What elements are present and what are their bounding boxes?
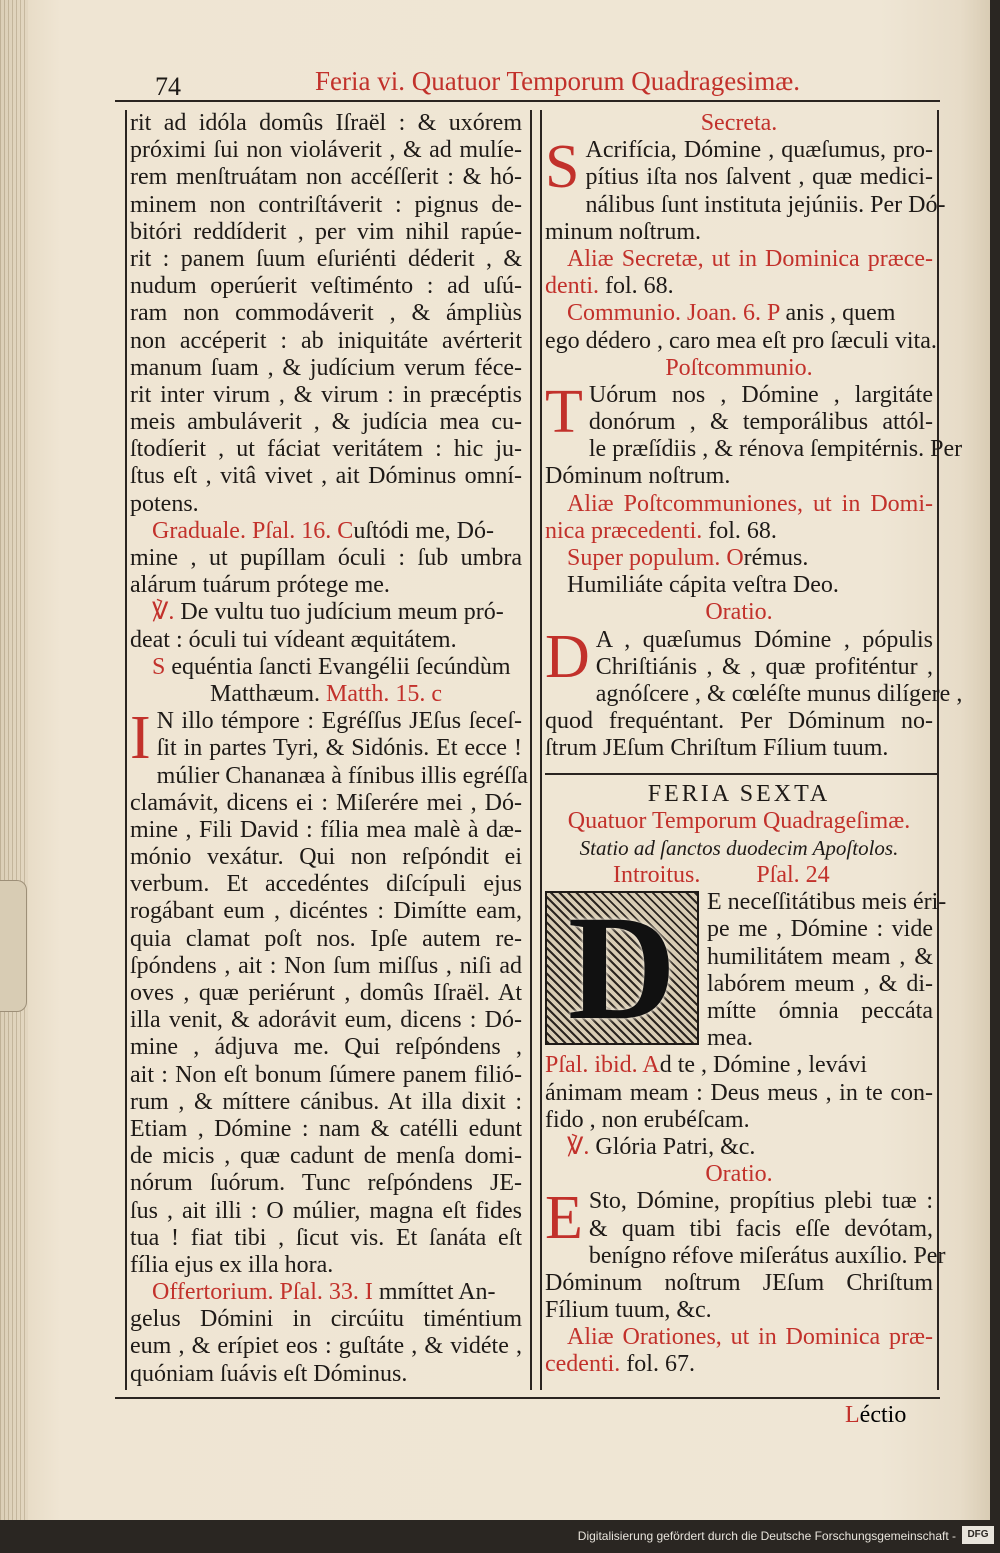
communio-initial: P bbox=[767, 300, 780, 327]
psal-ibid-label: Pſal. ibid. bbox=[545, 1052, 638, 1079]
gloria-text: Glória Patri, &c. bbox=[595, 1133, 756, 1160]
sequence-evangelist: Matthæum. bbox=[210, 680, 321, 707]
text-line: minum noſtrum. bbox=[545, 218, 701, 245]
text-line: Dóminum noſtrum JEſum Chriſtum bbox=[545, 1269, 933, 1296]
text-line: ſtodíerit , ut fáciat veritátem : hic ju- bbox=[130, 436, 522, 463]
text-line: labórem meum , & di- bbox=[707, 970, 933, 997]
text-line: próximi ſui non violáverit , & ad mulíe- bbox=[130, 137, 522, 164]
page-number: 74 bbox=[155, 72, 181, 101]
text-line: Humiliáte cápita veſtra Deo. bbox=[567, 572, 839, 599]
text-line: de micis , quæ cadunt de menſa domi- bbox=[130, 1143, 522, 1170]
center-column-rule-2 bbox=[540, 110, 542, 1390]
text-line: deat : óculi tui vídeant æquitátem. bbox=[130, 626, 457, 653]
graduale-heading bbox=[130, 518, 522, 545]
offertorium-heading bbox=[130, 1279, 522, 1306]
text-line: ánimam meam : Deus meus , in te con- bbox=[545, 1079, 933, 1106]
text-line: mine , ádjuva me. Qui reſpóndens , bbox=[130, 1034, 522, 1061]
text-line: ſit in partes Tyri, & Sidónis. Et ecce ! bbox=[156, 735, 522, 762]
super-populum-text: rémus. bbox=[743, 545, 809, 571]
gloria-line bbox=[545, 1134, 933, 1161]
offertorium-label: Offertorium. Pſal. 33. bbox=[152, 1279, 359, 1306]
sequence-text: equéntia ſancti Evangélii ſecúndùm bbox=[171, 653, 511, 680]
right-column-rule bbox=[937, 110, 939, 1390]
text-line: quia clamat poſt nos. Ipſe autem re- bbox=[130, 925, 522, 952]
book-clasp bbox=[0, 880, 27, 1012]
text-line: Fílium tuum, &c. bbox=[545, 1297, 712, 1324]
postcommunio-heading: Poſtcommunio. bbox=[665, 354, 813, 381]
sequence-heading-2 bbox=[130, 681, 522, 708]
text-line: mine , Fili David : fília mea malè à dæ- bbox=[130, 816, 522, 843]
text-line: potens. bbox=[130, 490, 199, 517]
rubric-text: cedenti. bbox=[545, 1351, 621, 1378]
versicle-line bbox=[130, 599, 522, 626]
text-line: Dóminum noſtrum. bbox=[545, 463, 731, 490]
text-line: illa venit, & adorávit eum, dicens : Dó- bbox=[130, 1007, 522, 1034]
super-populum-label: Super populum. bbox=[567, 545, 721, 571]
text-line: N illo témpore : Egréſſus JEſus ſeceſ- bbox=[156, 708, 522, 735]
text-line: mea. bbox=[707, 1025, 753, 1052]
super-populum-heading bbox=[545, 545, 933, 572]
sequence-initial: S bbox=[152, 653, 166, 680]
text-line: rogábant eum , dicéntes : Dimítte eam, bbox=[130, 898, 522, 925]
decorated-initial-letter: D bbox=[567, 885, 677, 1052]
oratio-drop-initial-2: E bbox=[545, 1184, 583, 1253]
page-header bbox=[115, 58, 945, 101]
secreta-block bbox=[545, 133, 946, 246]
text-line: mine , ut pupíllam óculi : ſub umbra bbox=[130, 545, 522, 571]
text-line: alárum tuárum prótege me. bbox=[130, 572, 390, 599]
feria-title: FERIA SEXTA bbox=[647, 780, 831, 807]
text-line: donórum , & temporálibus attól- bbox=[588, 409, 933, 436]
feria-subtitle: Quatuor Temporum Quadrageſimæ. bbox=[567, 807, 911, 834]
text-line: verbum. Et accedéntes diſcípuli ejus bbox=[130, 871, 522, 898]
text-line: manum ſuam , & judícium verum féce- bbox=[130, 354, 522, 381]
text-line: non accéperit : ab iniquitáte avérterit bbox=[130, 327, 522, 354]
graduale-text: uſtódi me, Dó- bbox=[353, 517, 494, 544]
rubric-line-2 bbox=[545, 1351, 933, 1378]
text-line: Chriſtiánis , & , quæ profiténtur , bbox=[595, 653, 933, 680]
text-line: oves , quæ periérunt , domûs Iſraël. At bbox=[130, 980, 522, 1006]
introitus-reference: Pſal. 24 bbox=[756, 862, 830, 889]
text-line: benígno réfove miſerátus auxílio. Per bbox=[588, 1242, 946, 1269]
text-line: nudum operúerit veſtiménto : ad uſú- bbox=[130, 273, 522, 300]
rubric-line-2 bbox=[545, 518, 933, 545]
sequence-heading bbox=[130, 654, 522, 681]
rubric-text: nica præcedenti. bbox=[545, 517, 703, 544]
secreta-heading: Secreta. bbox=[700, 110, 778, 136]
rubric-line-2 bbox=[545, 273, 933, 300]
secreta-drop-initial: S bbox=[545, 133, 580, 202]
left-column-rule bbox=[125, 110, 127, 1390]
text-line: ſus , ait illi : O múlier, magna eſt fides bbox=[130, 1197, 522, 1224]
statio-line: Statio ad ſanctos duodecim Apoſtolos. bbox=[579, 835, 899, 860]
text-line: múlier Chananæa à fínibus illis egréſſa bbox=[156, 762, 528, 789]
text-line: Uórum nos , Dómine , largitáte bbox=[588, 381, 933, 408]
text-line: meis ambuláverit , & judícia mea cu- bbox=[130, 409, 522, 436]
text-line: Etiam , Dómine : nam & catélli edunt bbox=[130, 1115, 522, 1142]
text-line: nórum ſuórum. Tunc reſpóndens JE- bbox=[130, 1170, 522, 1197]
communio-heading bbox=[545, 300, 933, 327]
text-line: bitóri reddíderit , per vim nihil rapúe- bbox=[130, 218, 522, 245]
text-line: agnóſcere , & cœléſte munus dilígere , bbox=[595, 680, 963, 707]
introitus-label: Introitus. bbox=[613, 862, 701, 889]
section-divider-rule bbox=[545, 773, 937, 775]
oratio-block bbox=[545, 622, 963, 763]
folio-reference: fol. 67. bbox=[626, 1351, 695, 1378]
oratio-block-2 bbox=[545, 1184, 946, 1324]
psal-ibid-heading bbox=[545, 1052, 933, 1079]
catchword bbox=[845, 1402, 906, 1429]
text-line: humilitátem meam , & bbox=[707, 943, 933, 970]
text-line: mítte ómnia peccáta bbox=[707, 998, 933, 1024]
text-line: ait : Non eſt bonum ſúmere panem filió- bbox=[130, 1061, 522, 1088]
digitization-footer bbox=[0, 1520, 1000, 1553]
text-line: pítius iſta nos ſalvent , quæ medici- bbox=[585, 164, 933, 191]
graduale-label: Graduale. Pſal. 16. bbox=[152, 517, 332, 544]
text-line: rum , & míttere cánibus. At illa dixit : bbox=[130, 1088, 522, 1115]
text-line: gelus Dómini in circúitu timéntium bbox=[130, 1306, 522, 1333]
text-line: ram non commodáverit , & ámpliùs bbox=[130, 300, 522, 327]
text-line: fília ejus ex illa hora. bbox=[130, 1251, 334, 1278]
psal-ibid-initial: A bbox=[642, 1052, 660, 1079]
rubric-line: Aliæ Orationes, ut in Dominica præ- bbox=[567, 1324, 933, 1351]
page-edges bbox=[0, 0, 28, 1520]
communio-label: Communio. Joan. 6. bbox=[567, 300, 762, 327]
postcommunio-block bbox=[545, 377, 963, 491]
text-line: rit inter virum , & virum : in præcéptis bbox=[130, 381, 522, 408]
running-title: Feria vi. Quatuor Temporum Quadragesimæ. bbox=[315, 66, 801, 96]
oratio-heading-2: Oratio. bbox=[705, 1161, 773, 1188]
text-line: le præſídiis , & rénova ſempitérnis. Per bbox=[588, 436, 963, 463]
psal-ibid-text: d te , Dómine , levávi bbox=[659, 1052, 867, 1079]
text-line: quóniam ſuávis eſt Dóminus. bbox=[130, 1360, 408, 1387]
versicle-text: De vultu tuo judícium meum pró- bbox=[180, 599, 504, 626]
text-line: A , quæſumus Dómine , pópulis bbox=[595, 626, 933, 653]
text-line: rit : panem ſuum eſuriénti déderit , & bbox=[130, 245, 522, 272]
text-line: quod frequéntant. Per Dóminum no- bbox=[545, 708, 933, 735]
versicle-symbol: ℣. bbox=[152, 599, 175, 626]
text-line: fido , non erubéſcam. bbox=[545, 1106, 750, 1133]
text-line: E neceſſitátibus meis éri- bbox=[707, 889, 947, 916]
text-line: & quam tibi facis eſſe devótam, bbox=[588, 1215, 933, 1242]
rubric-text: denti. bbox=[545, 273, 599, 300]
offertorium-initial: I bbox=[364, 1279, 373, 1306]
text-line: nálibus ſunt instituta jejúniis. Per Dó- bbox=[585, 191, 946, 218]
text-line: rem menſtruátam non accéſſerit : & hó- bbox=[130, 164, 522, 191]
gospel-block bbox=[130, 704, 528, 1279]
text-line: Sto, Dómine, propítius plebi tuæ : bbox=[588, 1188, 933, 1215]
catchword-initial: L bbox=[845, 1402, 860, 1428]
text-line: Acrifícia, Dómine , quæſumus, pro- bbox=[585, 137, 933, 164]
text-line: ego dédero , caro mea eſt pro ſæculi vita. bbox=[545, 327, 937, 354]
graduale-initial: C bbox=[337, 517, 354, 544]
folio-reference: fol. 68. bbox=[708, 517, 777, 544]
text-line: ſpóndens , ait : Non ſum miſſus , niſi ad bbox=[130, 952, 522, 979]
versicle-symbol: ℣. bbox=[567, 1133, 590, 1160]
sequence-reference: Matth. 15. c bbox=[326, 680, 442, 707]
offertorium-text: mmíttet An- bbox=[378, 1279, 496, 1306]
communio-text: anis , quem bbox=[785, 300, 896, 327]
rubric-line: Aliæ Secretæ, ut in Dominica præce- bbox=[567, 245, 933, 272]
text-line: clamávit, dicens ei : Miſerére mei , Dó- bbox=[130, 789, 522, 816]
rubric-line: Aliæ Poſtcommuniones, ut in Domi- bbox=[567, 490, 933, 517]
text-line: mónio vexátur. Qui non reſpóndit ei bbox=[130, 844, 522, 871]
postcommunio-drop-initial: T bbox=[545, 377, 583, 446]
catchword-text: éctio bbox=[859, 1402, 907, 1428]
folio-reference: fol. 68. bbox=[605, 273, 674, 300]
text-line: ſtrum JEſum Chriſtum Fílium tuum. bbox=[545, 735, 889, 762]
super-populum-initial: O bbox=[726, 545, 744, 571]
text-line: tua ! fiat tibi , ſicut vis. Et ſanáta eſt bbox=[130, 1224, 522, 1251]
left-column bbox=[130, 110, 528, 1388]
oratio-heading: Oratio. bbox=[705, 599, 773, 626]
decorated-initial-image bbox=[545, 885, 699, 1052]
text-line: ſtus eſt , vitâ vivet , ait Dóminus omní- bbox=[130, 463, 522, 490]
introitus-block bbox=[545, 885, 947, 1052]
center-column-rule bbox=[530, 110, 532, 1390]
right-column bbox=[545, 110, 963, 1379]
dfg-logo: DFG bbox=[962, 1526, 994, 1544]
gospel-drop-initial: I bbox=[130, 704, 151, 773]
oratio-drop-initial: D bbox=[545, 622, 590, 691]
footer-credit: Digitalisierung gefördert durch die Deutsche Forschungsgemeinschaft - bbox=[577, 1529, 956, 1543]
text-line: rit ad idóla domûs Iſraël : & uxórem bbox=[130, 110, 522, 136]
text-line: pe me , Dómine : vide bbox=[707, 916, 933, 943]
text-line: eum , & erípiet eos : guſtáte , & vidéte , bbox=[130, 1333, 522, 1360]
text-line: minem non contriſtáverit : pignus de- bbox=[130, 191, 522, 218]
